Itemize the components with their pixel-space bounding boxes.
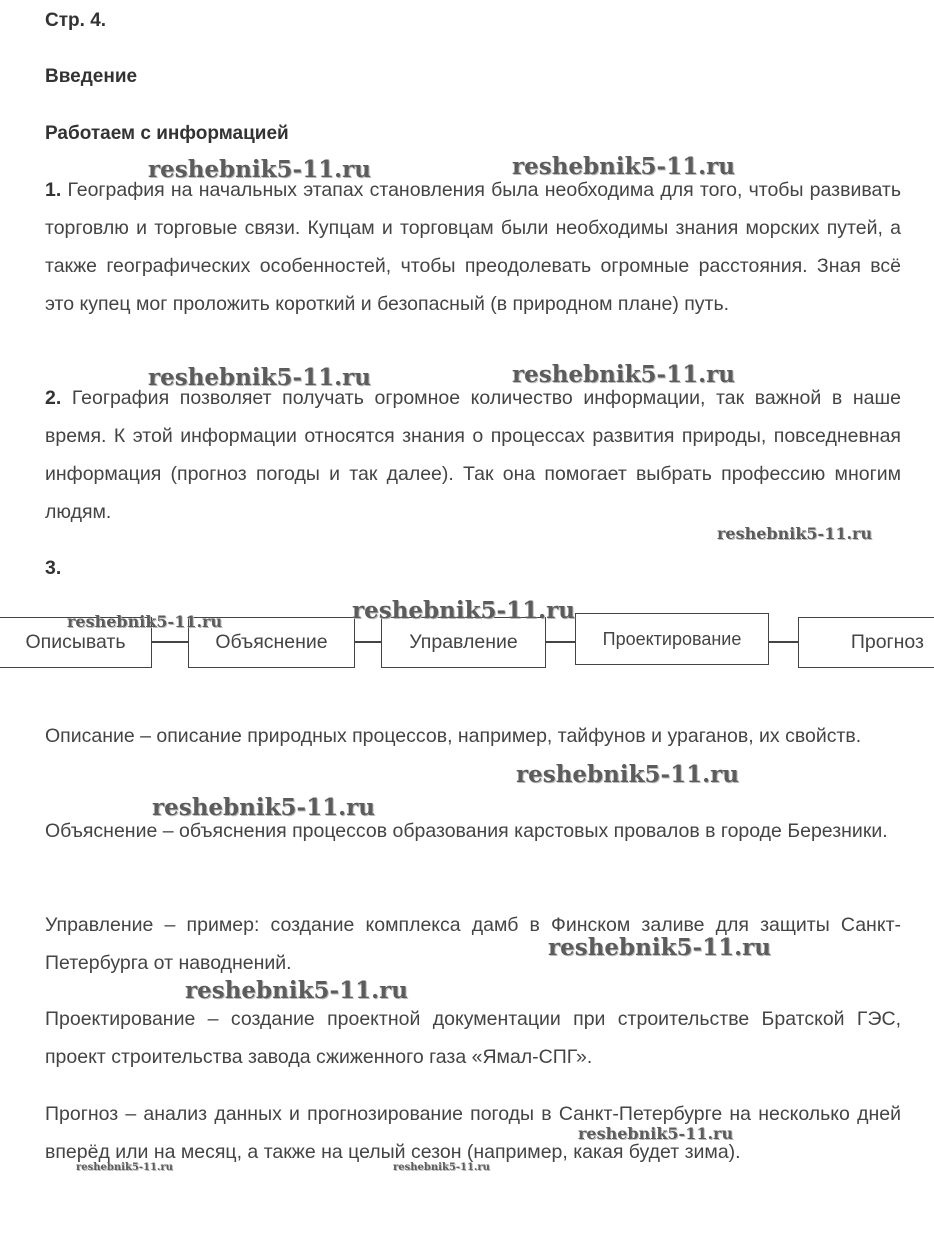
answer-text: География на начальных этапах становления была необходима для того, чтобы развивать торговлю и торговые связи. Купцам и торговцам были необходимы знания морских путей, а также географических особенностей, чтобы преодолевать огромные расстояния. Зная всё это купец мог проложить короткий и безопасный (в природном плане) путь.	[45, 179, 901, 315]
answer-3-number: 3.	[45, 557, 62, 579]
flow-box-describe	[0, 617, 152, 668]
watermark: reshebnik5-11.ru	[548, 934, 771, 961]
watermark: reshebnik5-11.ru	[76, 1162, 173, 1173]
watermark: reshebnik5-11.ru	[578, 1124, 734, 1143]
answer-number: 1.	[45, 179, 62, 201]
watermark: reshebnik5-11.ru	[717, 524, 873, 543]
watermark: reshebnik5-11.ru	[152, 794, 375, 821]
flow-connector	[545, 641, 576, 643]
section-title: Введение	[45, 66, 138, 87]
flow-box-forecast	[798, 617, 934, 668]
flow-box-management	[381, 617, 546, 668]
watermark: reshebnik5-11.ru	[185, 977, 408, 1004]
flow-connector	[151, 641, 189, 643]
definition-forecast: Прогноз – анализ данных и прогнозирование погоды в Санкт-Петербурге на несколько дней вперёд или на месяц, а также на целый сезон (например, какая будет зима).	[45, 1103, 901, 1163]
answer-1	[45, 171, 901, 323]
flow-box-explanation	[188, 617, 355, 668]
watermark: reshebnik5-11.ru	[393, 1162, 490, 1173]
watermark: reshebnik5-11.ru	[512, 153, 735, 180]
subsection-title: Работаем с информацией	[45, 123, 289, 144]
watermark: reshebnik5-11.ru	[352, 597, 575, 624]
watermark: reshebnik5-11.ru	[148, 364, 371, 391]
flow-box-label: Управление	[409, 631, 518, 653]
page-reference: Стр. 4.	[45, 10, 107, 31]
flow-connector	[355, 641, 381, 643]
flow-box-label: Проектирование	[602, 628, 742, 649]
flow-box-label: Прогноз	[850, 631, 924, 653]
definition-design: Проектирование – создание проектной документации при строительстве Братской ГЭС, проект строительства завода сжиженного газа «Ямал-СПГ».	[45, 1008, 901, 1068]
watermark: reshebnik5-11.ru	[516, 761, 739, 788]
flow-connector	[768, 641, 799, 643]
watermark: reshebnik5-11.ru	[148, 156, 371, 183]
watermark: reshebnik5-11.ru	[512, 361, 735, 388]
watermark: reshebnik5-11.ru	[67, 612, 223, 631]
answer-text: География позволяет получать огромное количество информации, так важной в наше время. К этой информации относятся знания о процессах развития природы, повседневная информация (прогноз погоды и так далее). Так она помогает выбрать профессию многим людям.	[45, 387, 901, 523]
definition-management: Управление – пример: создание комплекса дамб в Финском заливе для защиты Санкт-Петербурга от наводнений.	[45, 914, 901, 974]
answer-2	[45, 379, 901, 531]
flow-box-label: Объяснение	[215, 631, 328, 653]
definition-description: Описание – описание природных процессов, например, тайфунов и ураганов, их свойств.	[45, 725, 862, 747]
answer-number: 2.	[45, 387, 62, 409]
flow-box-design	[575, 613, 769, 665]
flow-box-label: Описывать	[25, 631, 126, 653]
definition-explanation: Объяснение – объяснения процессов образования карстовых провалов в городе Березники.	[45, 820, 888, 842]
